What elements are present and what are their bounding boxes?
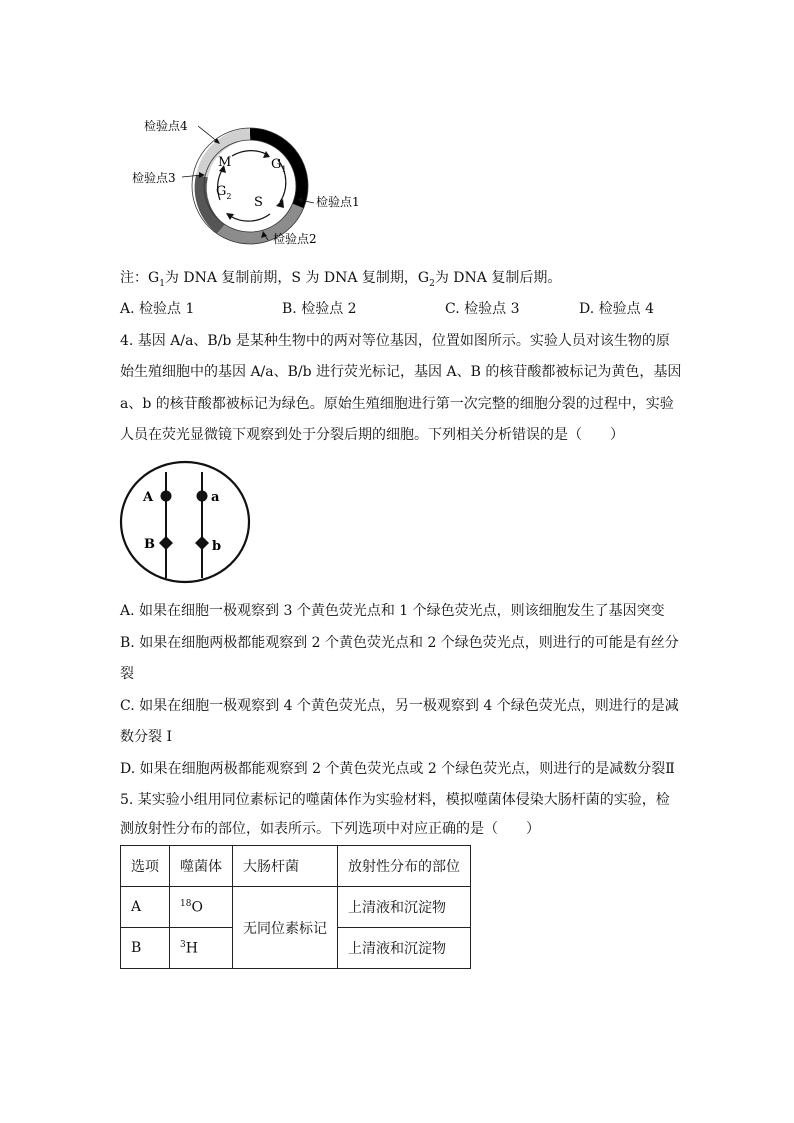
gene-B-locus bbox=[159, 536, 173, 550]
q3-option-d[interactable]: D. 检验点 4 bbox=[579, 301, 654, 317]
q3-option-c[interactable]: C. 检验点 3 bbox=[445, 301, 520, 317]
table-header: 选项 bbox=[121, 846, 170, 887]
q4-stem-line: 4. 基因 A/a、B/b 是某种生物中的两对等位基因，位置如图所示。实验人员对该生物的原 bbox=[120, 333, 670, 349]
gene-B-label: B bbox=[144, 537, 155, 552]
q4-option-d[interactable]: D. 如果在细胞两极都能观察到 2 个黄色荧光点或 2 个绿色荧光点，则进行的是减数分裂Ⅱ bbox=[120, 761, 675, 777]
q4-stem-line: 始生殖细胞中的基因 A/a、B/b 进行荧光标记，基因 A、B 的核苷酸都被标记为黄色，基因 bbox=[120, 364, 682, 380]
q4-option-b[interactable]: B. 如果在细胞两极都能观察到 2 个黄色荧光点和 2 个绿色荧光点，则进行的可能是有丝分 bbox=[120, 635, 679, 651]
table-row bbox=[121, 887, 471, 928]
q5-stem-line: 测放射性分布的部位，如表所示。下列选项中对应正确的是（ ） bbox=[120, 821, 540, 837]
table-cell: A bbox=[121, 887, 170, 928]
table-header: 大肠杆菌 bbox=[233, 846, 338, 887]
phase-s-label: S bbox=[254, 195, 263, 210]
cell-membrane bbox=[121, 462, 249, 582]
q4-option-a[interactable]: A. 如果在细胞一极观察到 3 个黄色荧光点和 1 个绿色荧光点，则该细胞发生了基因突变 bbox=[120, 603, 665, 619]
figure-note: 注：$G_1$为 DNA 复制前期，S 为 DNA 复制期，$G_2$为 DNA 复制后期。 bbox=[120, 270, 562, 289]
gene-A-label: A bbox=[143, 490, 154, 505]
gene-a-label: a bbox=[211, 490, 220, 505]
phase-g2-label: $G_2$ bbox=[216, 184, 232, 201]
cycle-arrow-icon bbox=[232, 151, 266, 156]
table-cell: $^3$H bbox=[170, 928, 233, 969]
gene-b-locus bbox=[195, 536, 209, 550]
table-header: 噬菌体 bbox=[170, 846, 233, 887]
cell-gene-diagram bbox=[118, 458, 258, 588]
phase-m-label: M bbox=[218, 155, 232, 170]
phase-g1-label: $G_1$ bbox=[271, 157, 287, 174]
table-cell: 上清液和沉淀物 bbox=[338, 928, 471, 969]
q5-stem-line: 5. 某实验小组用同位素标记的噬菌体作为实验材料，模拟噬菌体侵染大肠杆菌的实验，检 bbox=[120, 792, 670, 808]
checkpoint-1-label: 检验点1 bbox=[316, 195, 360, 209]
table-cell: B bbox=[121, 928, 170, 969]
q4-stem-line: 人员在荧光显微镜下观察到处于分裂后期的细胞。下列相关分析错误的是（ ） bbox=[120, 427, 624, 443]
table-cell: 上清液和沉淀物 bbox=[338, 887, 471, 928]
cell-cycle-diagram bbox=[120, 110, 380, 255]
q5-table bbox=[120, 845, 471, 969]
q3-option-a[interactable]: A. 检验点 1 bbox=[120, 301, 195, 317]
checkpoint-3-label: 检验点3 bbox=[132, 171, 176, 185]
gene-A-locus bbox=[161, 491, 172, 502]
q4-option-c-cont: 数分裂 I bbox=[120, 729, 172, 745]
q4-stem-line: a、b 的核苷酸都被标记为绿色。原始生殖细胞进行第一次完整的细胞分裂的过程中，实验 bbox=[120, 396, 674, 412]
q3-option-b[interactable]: B. 检验点 2 bbox=[282, 301, 357, 317]
checkpoint-2-label: 检验点2 bbox=[273, 232, 317, 246]
table-cell-merged: 无同位素标记 bbox=[233, 887, 338, 969]
q4-option-c[interactable]: C. 如果在细胞一极观察到 4 个黄色荧光点，另一极观察到 4 个绿色荧光点，则进行的是减 bbox=[120, 698, 679, 714]
checkpoint-4-label: 检验点4 bbox=[144, 119, 188, 133]
table-cell: $^{18}$O bbox=[170, 887, 233, 928]
gene-b-label: b bbox=[212, 539, 222, 554]
table-header-row bbox=[121, 846, 471, 887]
table-header: 放射性分布的部位 bbox=[338, 846, 471, 887]
gene-a-locus bbox=[197, 491, 208, 502]
q4-option-b-cont: 裂 bbox=[120, 666, 134, 682]
cycle-arrow-icon bbox=[230, 214, 270, 221]
